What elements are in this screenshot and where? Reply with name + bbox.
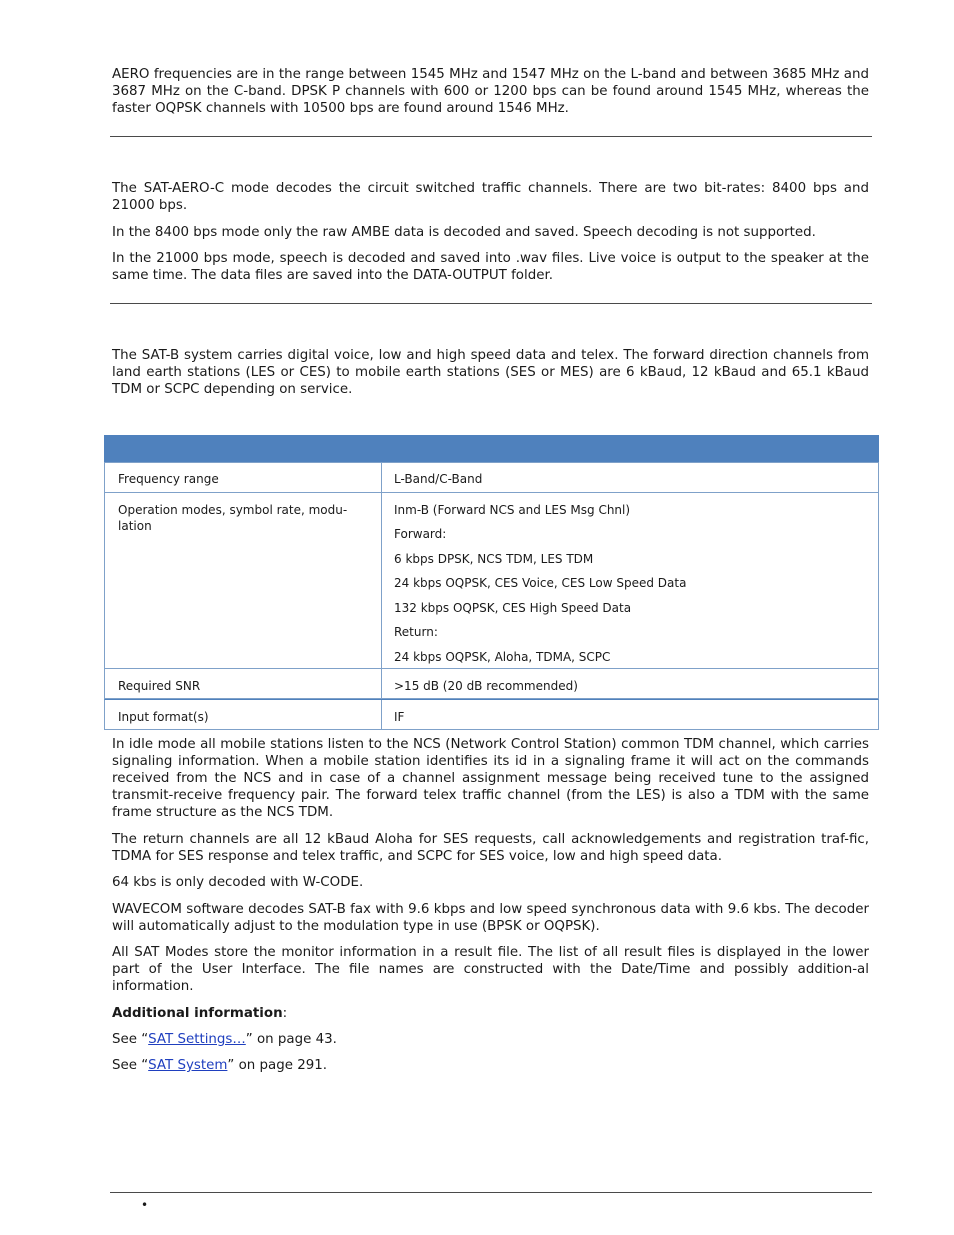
see-sat-system [112,1057,869,1074]
column-divider [381,700,382,729]
mode-line: 132 kbps OQPSK, CES High Speed Data [394,601,632,615]
column-divider [381,669,382,698]
column-divider [381,463,382,492]
additional-info-label: Additional information [112,1006,283,1021]
section-divider [110,303,872,304]
sat-b-intro-paragraph: The SAT-B system carries digital voice, low and high speed data and telex. The forward direction channels from land earth stations (LES or CES) to mobile earth stations (SES or MES) are 6 kBaud, 12 kBaud and 65.1 kBaud TDM or SCPC depending on service. [112,348,869,397]
footer-divider [110,1192,872,1193]
sat-system-link[interactable]: SAT System [148,1058,228,1073]
row-label-line: Operation modes, symbol rate, modu- [118,503,348,517]
aero-frequency-paragraph: AERO frequencies are in the range between 1545 MHz and 1547 MHz on the L-band and between 3685 MHz and 3687 MHz on the C-band. DPSK P channels with 600 or 1200 bps can be found around 1545 MHz, whereas the faster OQPSK channels with 10500 bps are found around 1546 MHz. [112,67,869,116]
heading-colon: : [282,1006,288,1021]
table-row [104,462,879,493]
aero-c-paragraph-3: In the 21000 bps mode, speech is decoded and saved into .wav files. Live voice is output to the speaker at the same time. The data files are saved into the DATA-OUTPUT folder. [112,251,869,283]
row-label-frequency-range: Frequency range [118,472,219,486]
row-label-required-snr: Required SNR [118,679,201,693]
mode-line: Forward: [394,527,447,541]
row-value-frequency-range: L-Band/C-Band [394,472,483,486]
mode-line: 24 kbps OQPSK, Aloha, TDMA, SCPC [394,650,611,664]
mode-line: 24 kbps OQPSK, CES Voice, CES Low Speed Data [394,576,687,590]
row-value-input-format: IF [394,710,405,724]
additional-info-heading [112,1005,869,1022]
table-header [104,435,879,462]
row-value-required-snr: >15 dB (20 dB recommended) [394,679,578,693]
table-row [104,669,879,699]
table-row [104,699,879,730]
see-prefix: See “ [112,1058,149,1073]
row-value-operation-modes [394,502,864,665]
aero-c-paragraph-1: The SAT-AERO-C mode decodes the circuit switched traffic channels. There are two bit-rates: 8400 bps and 21000 bps. [112,181,869,213]
table-row [104,493,879,669]
see-suffix: ” on page 291. [227,1058,328,1073]
column-divider [381,493,382,668]
idle-mode-paragraph: In idle mode all mobile stations listen to the NCS (Network Control Station) common TDM channel, which carries signaling information. When a mobile station identifies its id in a signaling frame it will act on the commands received from the NCS and in case of a channel assignment message being received tune to the assigned transmit-receive frequency pair. The forward telex traffic channel (from the LES) is also a TDM with the same frame structure as the NCS TDM. [112,737,869,820]
w-code-paragraph: 64 kbs is only decoded with W-CODE. [112,875,364,890]
row-label-input-format: Input format(s) [118,710,209,724]
see-prefix: See “ [112,1032,149,1047]
row-label-line: lation [118,519,152,533]
result-file-paragraph: All SAT Modes store the monitor information in a result file. The list of all result files is displayed in the lower part of the User Interface. The file names are constructed with the Date/Time and possibly addition-al information. [112,945,869,994]
fax-decoding-paragraph: WAVECOM software decodes SAT-B fax with 9.6 kbps and low speed synchronous data with 9.6 kbs. The decoder will automatically adjust to the modulation type in use (BPSK or OQPSK). [112,902,869,934]
mode-line: 6 kbps DPSK, NCS TDM, LES TDM [394,552,594,566]
mode-line: Inm-B (Forward NCS and LES Msg Chnl) [394,503,631,517]
sat-settings-link[interactable]: SAT Settings… [148,1032,246,1047]
return-channels-paragraph: The return channels are all 12 kBaud Aloha for SES requests, call acknowledgements and registration traf-fic, TDMA for SES response and telex traffic, and SCPC for SES voice, low and high speed data. [112,832,869,864]
mode-line: Return: [394,625,438,639]
aero-c-paragraph-2: In the 8400 bps mode only the raw AMBE data is decoded and saved. Speech decoding is not supported. [112,225,816,240]
specification-table [104,435,879,730]
see-suffix: ” on page 43. [245,1032,337,1047]
section-divider [110,136,872,137]
see-sat-settings [112,1031,869,1048]
footer-bullet: • [141,1198,149,1212]
row-label-operation-modes [118,502,368,534]
